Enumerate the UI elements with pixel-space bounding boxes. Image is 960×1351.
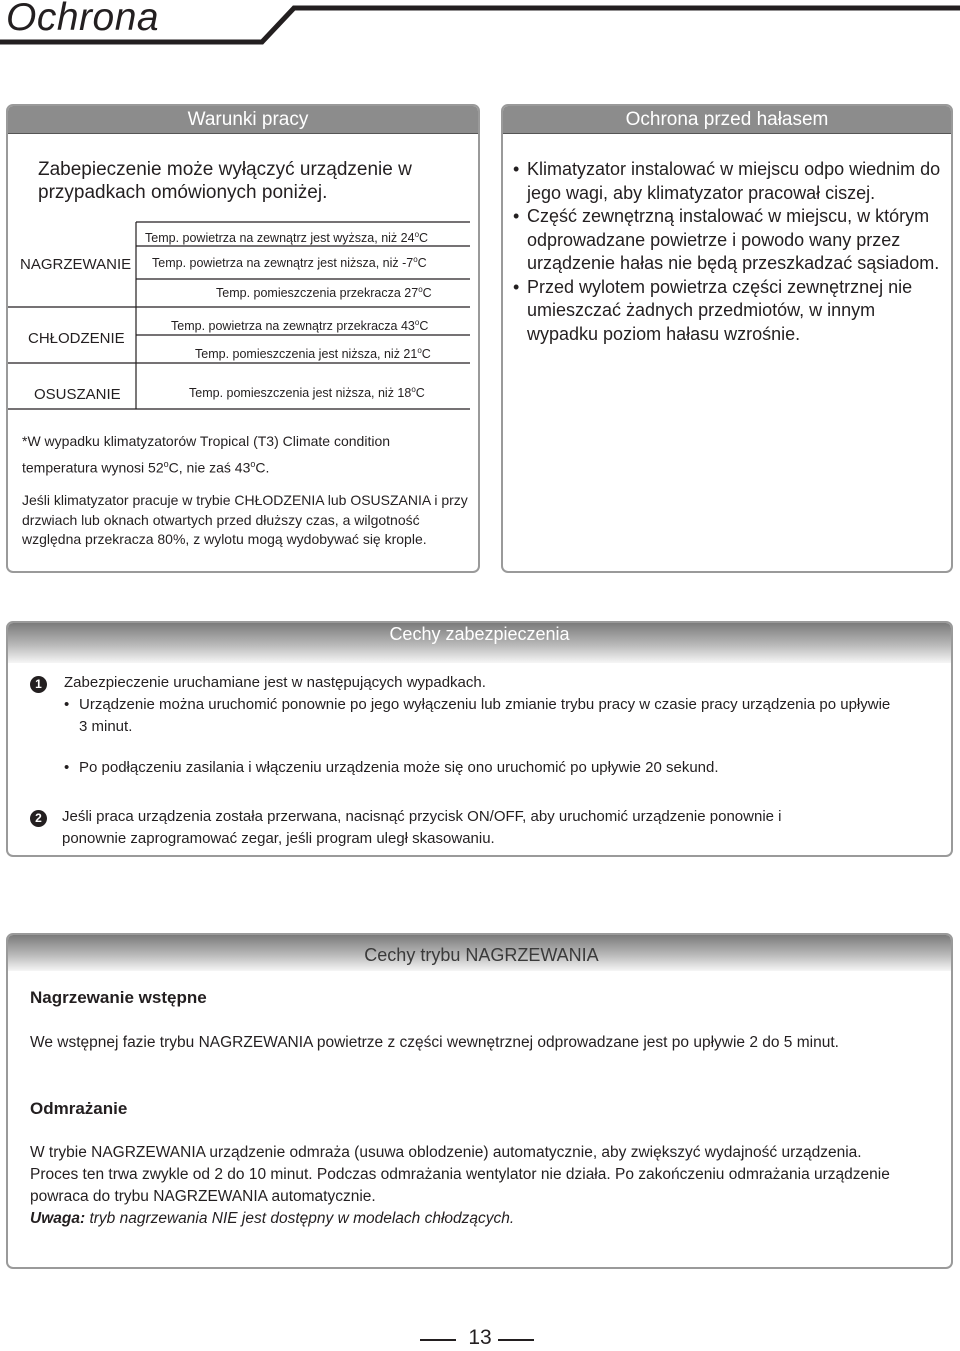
humidity-note: Jeśli klimatyzator pracuje w trybie CHŁODZENIA lub OSUSZANIA i przy drzwiach lub oknach otwartych przed dłuższy czas, a wilgotność względna przekracza 80%, z wylotu mogą wydobywać się krople. xyxy=(22,492,468,547)
noise-list xyxy=(513,158,943,346)
range-heating-2: Temp. powietrza na zewnątrz jest niższa, niż -7$^o$C xyxy=(152,255,427,271)
safety-bullet-2: • Po podłączeniu zasilania i włączeniu urządzenia może się ono uruchomić po upływie 20 sekund. xyxy=(64,759,719,776)
mode-label-dry: OSUSZANIE xyxy=(34,386,121,403)
defrost-text: W trybie NAGRZEWANIA urządzenie odmraża (usuwa oblodzenie) automatycznie, aby zwiększyć wydajność urządzenia. Proces ten trwa zwykle od 2 do 10 minut. Podczas odmrażania wentylator nie działa. Po zakończeniu odmrażania urządzenie powraca do trybu NAGRZEWANIA automatycznie. xyxy=(30,1144,890,1205)
safety-features-heading: Cechy zabezpieczenia xyxy=(8,623,951,663)
range-cooling-2: Temp. pomieszczenia jest niższa, niż 21$^o$C xyxy=(195,346,431,362)
range-dry-1: Temp. pomieszczenia jest niższa, niż 18$^o$C xyxy=(189,385,425,401)
safety-item-2-text: Jeśli praca urządzenia została przerwana, nacisnąć przycisk ON/OFF, aby uruchomić urządzenie ponownie i ponownie zaprogramować zegar, jeśli program uległ skasowaniu. xyxy=(62,808,782,847)
safety-bullet-1: • Urządzenie można uruchomić ponownie po jego wyłączeniu lub zmianie trybu pracy w czasie pracy urządzenia po upływie 3 minut. xyxy=(64,696,891,735)
list-item: • Przed wylotem powietrza części zewnętrznej nie umieszczać żadnych przedmiotów, w innym wypadku poziom hałasu wzrośnie. xyxy=(513,276,913,344)
safety-item-1-text: Zabezpieczenie uruchamiane jest w następujących wypadkach. xyxy=(64,674,486,691)
cooling-only-note: Uwaga: tryb nagrzewania NIE jest dostępny w modelach chłodzących. xyxy=(30,1210,515,1227)
defrost-heading: Odmrażanie xyxy=(30,1099,128,1118)
range-heating-3: Temp. pomieszczenia przekracza 27$^o$C xyxy=(216,285,432,301)
heating-mode-heading: Cechy trybu NAGRZEWANIA xyxy=(364,945,599,965)
preheat-text: We wstępnej fazie trybu NAGRZEWANIA powietrze z części wewnętrznej odprowadzane jest po upływie 2 do 5 minut. xyxy=(30,1034,839,1051)
mode-label-heating: NAGRZEWANIE xyxy=(20,256,132,273)
noise-protection-panel xyxy=(501,104,953,573)
range-cooling-1: Temp. powietrza na zewnątrz przekracza 43$^o$C xyxy=(171,318,429,334)
page-title: Ochrona xyxy=(6,0,160,39)
page-number: 13 xyxy=(468,1326,492,1349)
item-number-1-icon: 1 xyxy=(30,676,47,693)
page-number-dash-right xyxy=(498,1339,534,1341)
noise-protection-heading: Ochrona przed hałasem xyxy=(503,106,951,134)
list-item: • Klimatyzator instalować w miejscu odpo wiednim do jego wagi, aby klimatyzator pracował ciszej. xyxy=(513,159,941,203)
heating-mode-panel xyxy=(6,933,953,1269)
operating-conditions-panel xyxy=(6,104,480,573)
operating-conditions-heading: Warunki pracy xyxy=(8,106,478,134)
conditions-intro: Zabepieczenie może wyłączyć urządzenie w przypadkach omówionych poniżej. xyxy=(38,159,412,203)
range-heating-1: Temp. powietrza na zewnątrz jest wyższa, niż 24$^o$C xyxy=(145,230,429,246)
item-number-2-icon: 2 xyxy=(30,810,47,827)
preheat-heading: Nagrzewanie wstępne xyxy=(30,988,207,1007)
tropical-note: *W wypadku klimatyzatorów Tropical (T3) Climate condition temperatura wynosi 52$^o$C, nie zaś 43$^o$C. xyxy=(22,433,391,476)
list-item: • Część zewnętrzną instalować w miejscu, w którym odprowadzane powietrze i powodo wany przez urządzenie hałas nie będą przeszkadzać sąsiadom. xyxy=(513,206,940,273)
safety-features-panel xyxy=(6,621,953,857)
mode-label-cooling: CHŁODZENIE xyxy=(28,330,125,347)
